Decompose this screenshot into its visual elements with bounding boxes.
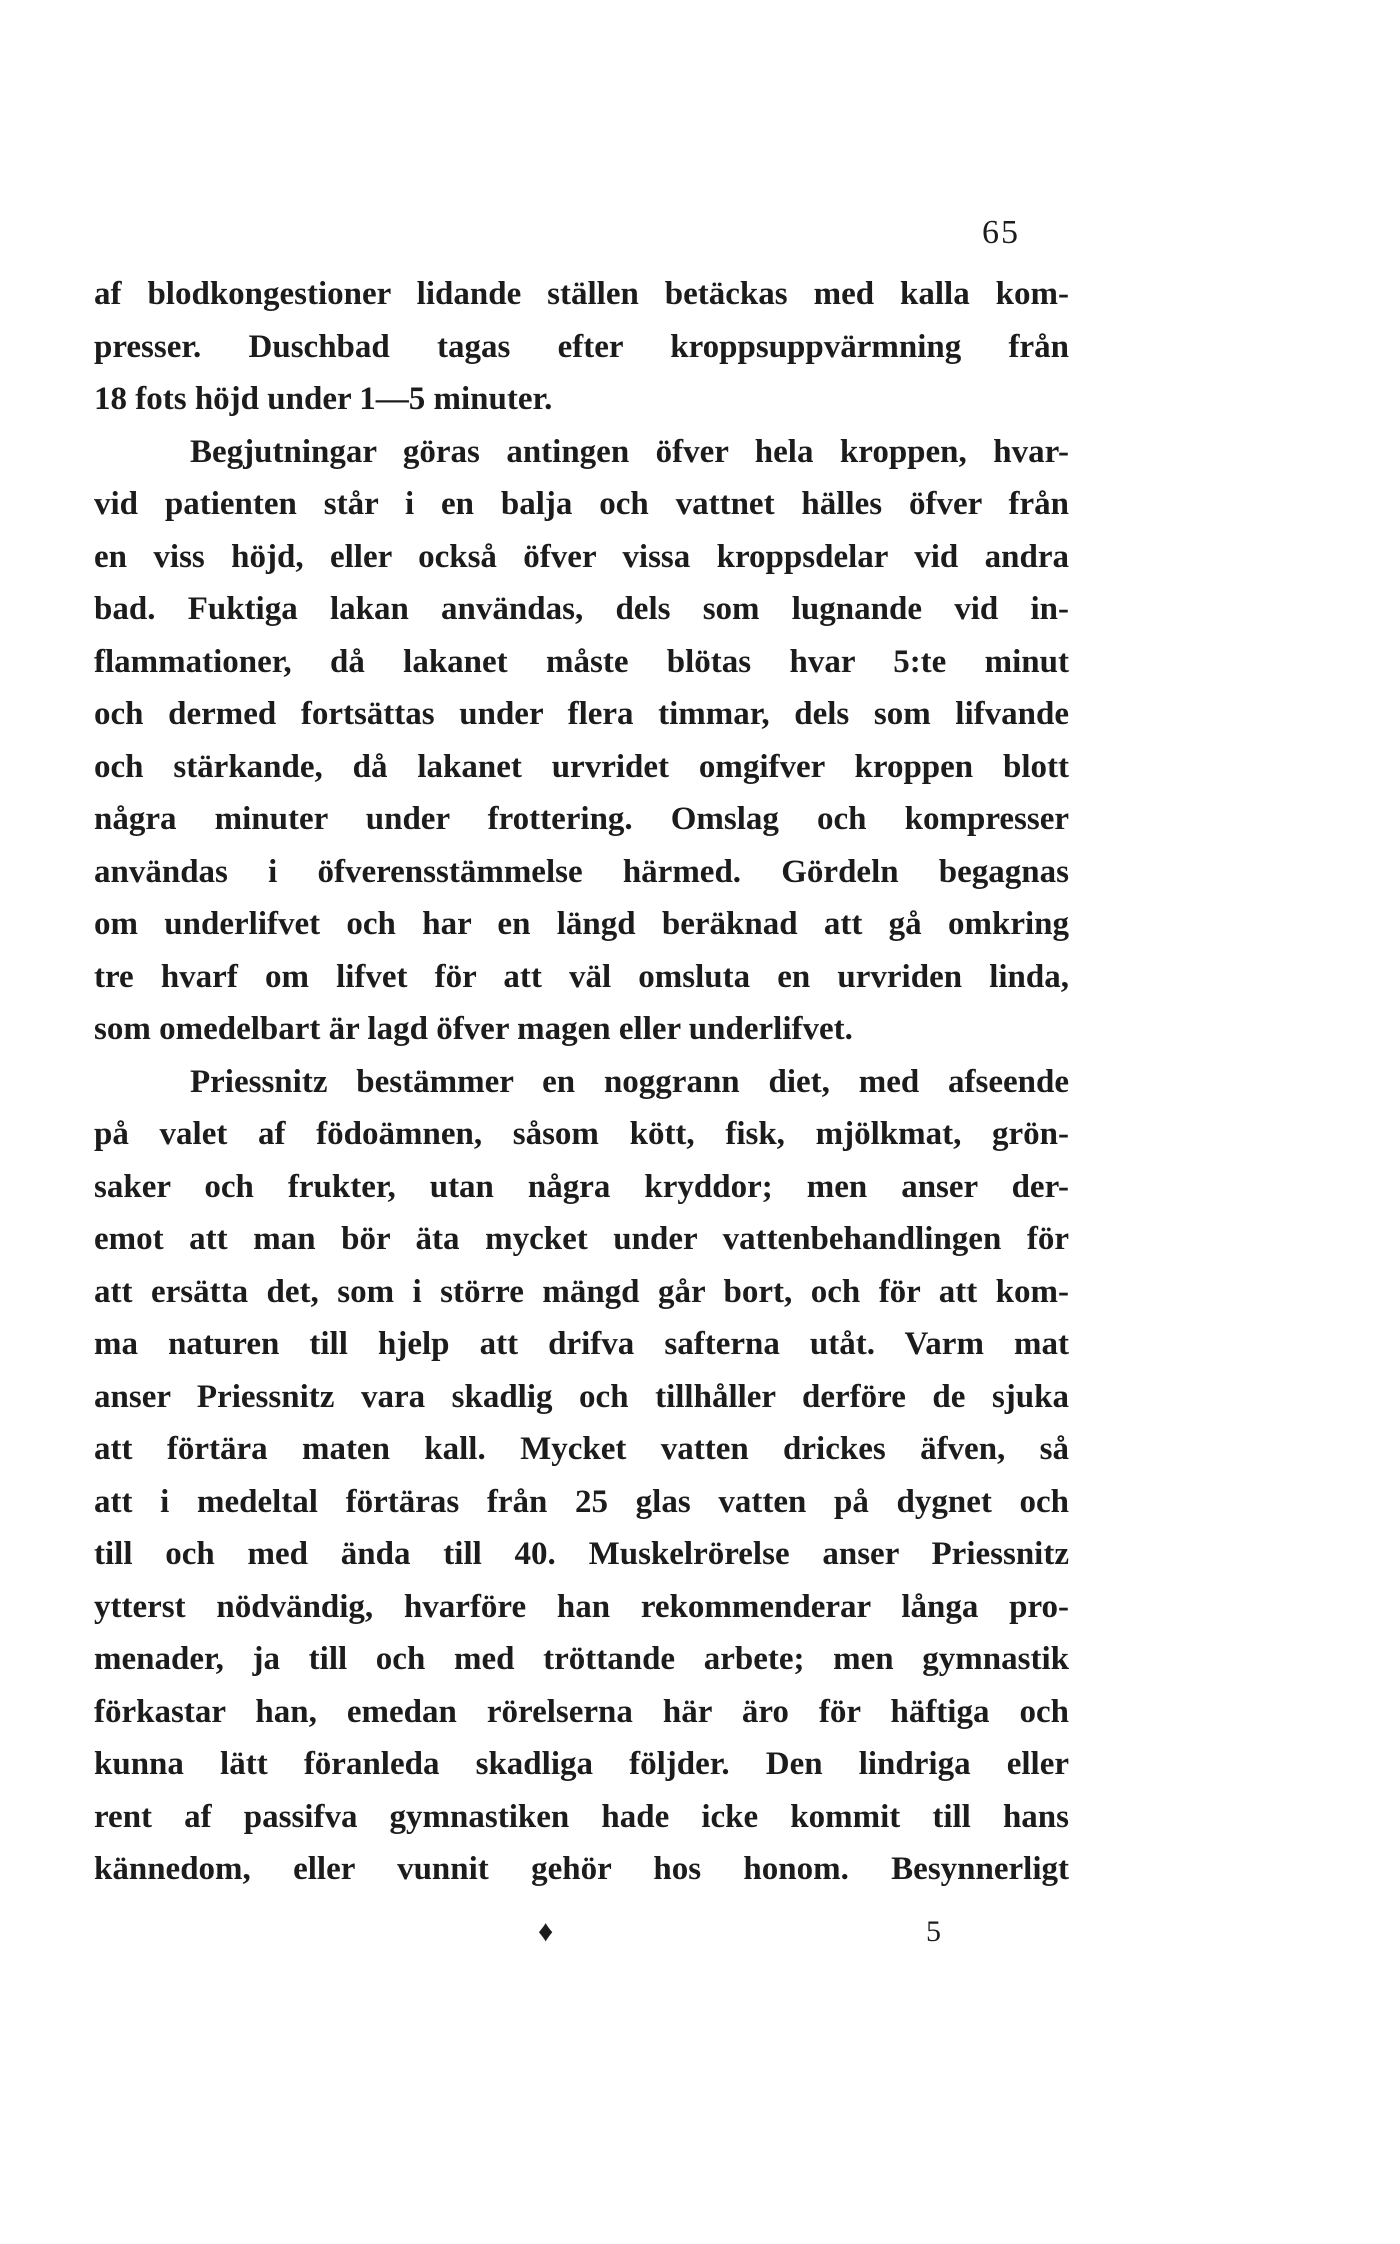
text-line-9: och dermed fortsättas under flera timmar, dels som lifvande: [94, 696, 1069, 732]
page-footer: [0, 1915, 1400, 1955]
text-line-23: att förtära maten kall. Mycket vatten drickes äfven, så: [94, 1431, 1069, 1467]
text-line-12: användas i öfverensstämmelse härmed. Gördeln begagnas: [94, 853, 1069, 890]
text-line-10: och stärkande, då lakanet urvridet omgifver kroppen blott: [94, 748, 1069, 785]
text-line-21: ma naturen till hjelp att drifva safterna utåt. Varm mat: [94, 1326, 1069, 1362]
text-line-24: att i medeltal förtäras från 25 glas vatten på dygnet och: [94, 1483, 1069, 1520]
text-line-26: ytterst nödvändig, hvarföre han rekommenderar långa pro-: [94, 1588, 1069, 1625]
text-line-11: några minuter under frottering. Omslag och kompresser: [94, 801, 1069, 837]
text-line-8: flammationer, då lakanet måste blötas hvar 5:te minut: [94, 643, 1069, 680]
text-line-15: som omedelbart är lagd öfver magen eller underlifvet.: [94, 1011, 853, 1047]
text-line-31: kännedom, eller vunnit gehör hos honom. Besynnerligt: [94, 1851, 1069, 1887]
text-line-13: om underlifvet och har en längd beräknad att gå omkring: [94, 906, 1069, 942]
body-text: [94, 268, 1069, 1896]
text-line-16: Priessnitz bestämmer en noggrann diet, med afseende: [190, 1063, 1069, 1100]
page-number: 65: [982, 214, 1020, 251]
text-line-4: Begjutningar göras antingen öfver hela kroppen, hvar-: [190, 433, 1069, 470]
text-line-19: emot att man bör äta mycket under vattenbehandlingen för: [94, 1221, 1069, 1257]
text-line-5: vid patienten står i en balja och vattnet hälles öfver från: [94, 486, 1069, 522]
signature-mark: 5: [926, 1915, 941, 1948]
text-line-3: 18 fots höjd under 1—5 minuter.: [94, 381, 553, 417]
text-line-20: att ersätta det, som i större mängd går bort, och för att kom-: [94, 1273, 1069, 1310]
text-line-29: kunna lätt föranleda skadliga följder. Den lindriga eller: [94, 1746, 1069, 1782]
text-line-27: menader, ja till och med tröttande arbete; men gymnastik: [94, 1641, 1069, 1677]
text-line-18: saker och frukter, utan några kryddor; men anser der-: [94, 1168, 1069, 1205]
text-line-6: en viss höjd, eller också öfver vissa kroppsdelar vid andra: [94, 538, 1069, 575]
text-line-22: anser Priessnitz vara skadlig och tillhåller derföre de sjuka: [94, 1378, 1069, 1415]
text-line-17: på valet af födoämnen, såsom kött, fisk, mjölkmat, grön-: [94, 1116, 1069, 1152]
text-line-25: till och med ända till 40. Muskelrörelse anser Priessnitz: [94, 1536, 1069, 1572]
text-line-28: förkastar han, emedan rörelserna här äro för häftiga och: [94, 1693, 1069, 1730]
footer-mark: ♦: [538, 1915, 554, 1948]
text-line-30: rent af passifva gymnastiken hade icke kommit till hans: [94, 1798, 1069, 1835]
text-line-1: af blodkongestioner lidande ställen betäckas med kalla kom-: [94, 276, 1069, 312]
text-line-2: presser. Duschbad tagas efter kroppsuppvärmning från: [94, 328, 1069, 365]
text-line-14: tre hvarf om lifvet för att väl omsluta en urvriden linda,: [94, 958, 1069, 995]
text-line-7: bad. Fuktiga lakan användas, dels som lugnande vid in-: [94, 591, 1069, 627]
